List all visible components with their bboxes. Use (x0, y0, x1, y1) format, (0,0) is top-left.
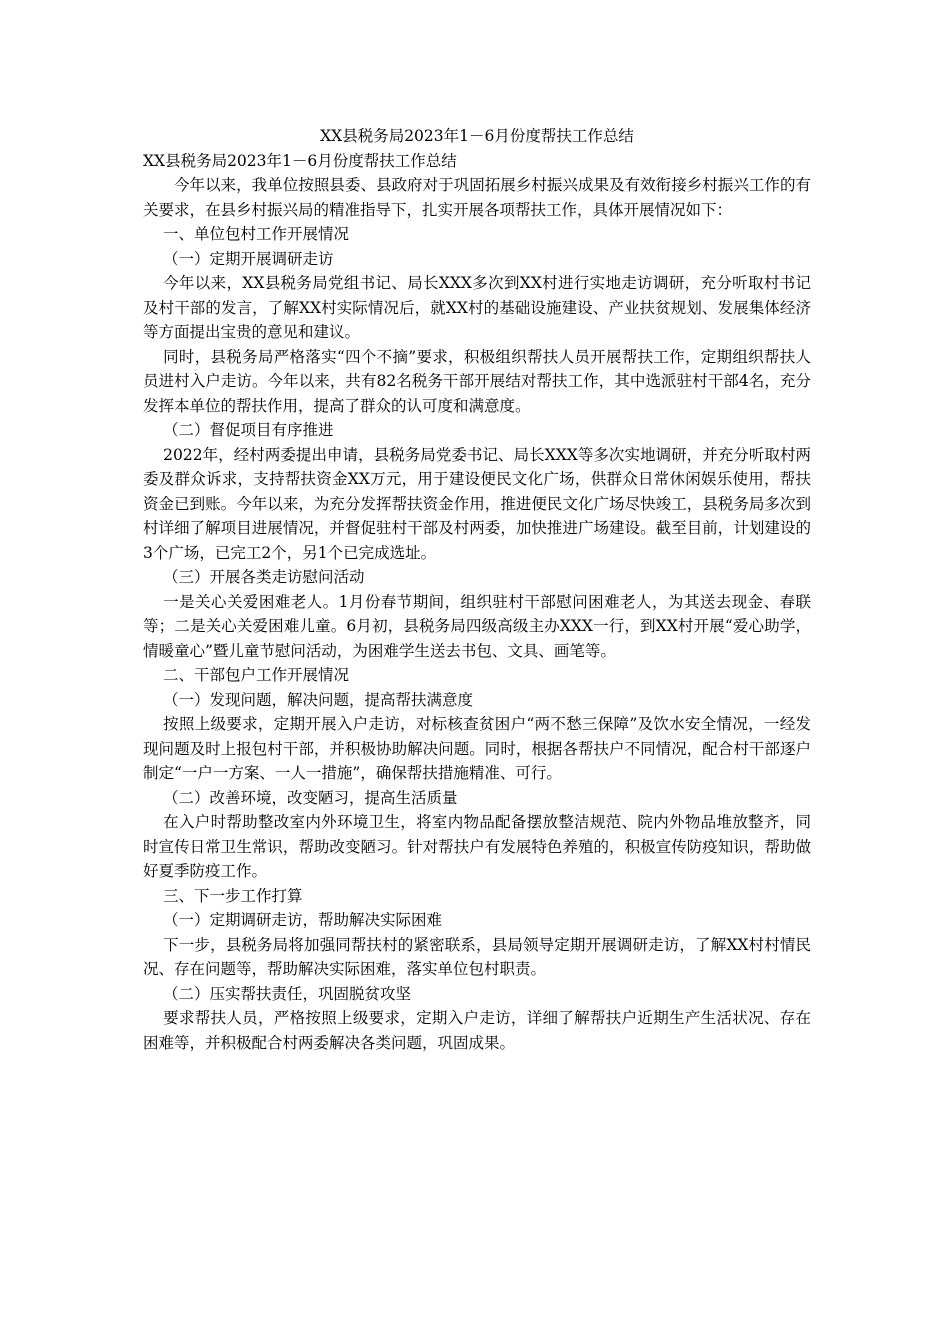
section3-sub2-heading: （二）压实帮扶责任，巩固脱贫攻坚 (163, 984, 412, 1003)
section2-sub2-heading: （二）改善环境，改变陋习，提高生活质量 (163, 788, 458, 807)
document-subtitle: XX县税务局2023年1－6月份度帮扶工作总结 (143, 151, 457, 170)
section3-sub2-paragraph1: 要求帮扶人员，严格按照上级要求，定期入户走访，详细了解帮扶户近期生产生活状况、存在困难等，并积极配合村两委解决各类问题，巩固成果。 (143, 1009, 811, 1052)
section2-sub1-heading: （一）发现问题，解决问题，提高帮扶满意度 (163, 690, 474, 709)
section1-sub3-heading: （三）开展各类走访慰问活动 (163, 568, 365, 586)
section1-sub2-paragraph1: 2022年，经村两委提出申请，县税务局党委书记、局长XXX等多次实地调研，并充分听取村两委及群众诉求，支持帮扶资金XX万元，用于建设便民文化广场，供群众日常休闲娱乐使用，帮扶资金已到账。今年以来，为充分发挥帮扶资金作用，推进便民文化广场尽快竣工，县税务局多次到村详细了解项目进展情况，并督促驻村干部及村两委，加快推进广场建设。截至目前，计划建设的3个广场，已完工2个，另1个已完成选址。 (143, 445, 811, 562)
document-title: XX县税务局2023年1－6月份度帮扶工作总结 (320, 127, 634, 145)
section1-heading: 一、单位包村工作开展情况 (163, 225, 350, 243)
section1-sub2-heading: （二）督促项目有序推进 (163, 421, 334, 439)
section3-heading: 三、下一步工作打算 (163, 886, 303, 905)
section2-heading: 二、干部包户工作开展情况 (163, 666, 350, 684)
section1-sub1-paragraph2: 同时，县税务局严格落实“四个不摘”要求，积极组织帮扶人员开展帮扶工作，定期组织帮扶人员进村入户走访。今年以来，共有82名税务干部开展结对帮扶工作，其中选派驻村干部4名，充分发挥本单位的帮扶作用，提高了群众的认可度和满意度。 (143, 347, 811, 415)
section2-sub1-paragraph1: 按照上级要求，定期开展入户走访，对标核查贫困户“两不愁三保障”及饮水安全情况，一经发现问题及时上报包村干部，并积极协助解决问题。同时，根据各帮扶户不同情况，配合村干部逐户制定“一户一方案、一人一措施”，确保帮扶措施精准、可行。 (143, 715, 811, 782)
section1-sub1-paragraph1: 今年以来，XX县税务局党组书记、局长XXX多次到XX村进行实地走访调研，充分听取村书记及村干部的发言，了解XX村实际情况后，就XX村的基础设施建设、产业扶贫规划、发展集体经济等方面提出宝贵的意见和建议。 (143, 274, 811, 341)
section3-sub1-paragraph1: 下一步，县税务局将加强同帮扶村的紧密联系，县局领导定期开展调研走访，了解XX村村情民况、存在问题等，帮助解决实际困难，落实单位包村职责。 (143, 935, 811, 978)
section3-sub1-heading: （一）定期调研走访，帮助解决实际困难 (163, 911, 443, 929)
section1-sub3-paragraph1: 一是关心关爱困难老人。1月份春节期间，组织驻村干部慰问困难老人，为其送去现金、春联等；二是关心关爱困难儿童。6月初，县税务局四级高级主办XXX一行，到XX村开展“爱心助学，情暖童心”暨儿童节慰问活动，为困难学生送去书包、文具、画笔等。 (143, 592, 811, 660)
section2-sub2-paragraph1: 在入户时帮助整改室内外环境卫生，将室内物品配备摆放整洁规范、院内外物品堆放整齐，同时宣传日常卫生常识，帮助改变陋习。针对帮扶户有发展特色养殖的，积极宣传防疫知识，帮助做好夏季防疫工作。 (143, 813, 811, 880)
intro-paragraph: 今年以来，我单位按照县委、县政府对于巩固拓展乡村振兴成果及有效衔接乡村振兴工作的有关要求，在县乡村振兴局的精准指导下，扎实开展各项帮扶工作，具体开展情况如下： (143, 176, 811, 219)
document-body (143, 124, 811, 1055)
section1-sub1-heading: （一）定期开展调研走访 (163, 249, 334, 268)
